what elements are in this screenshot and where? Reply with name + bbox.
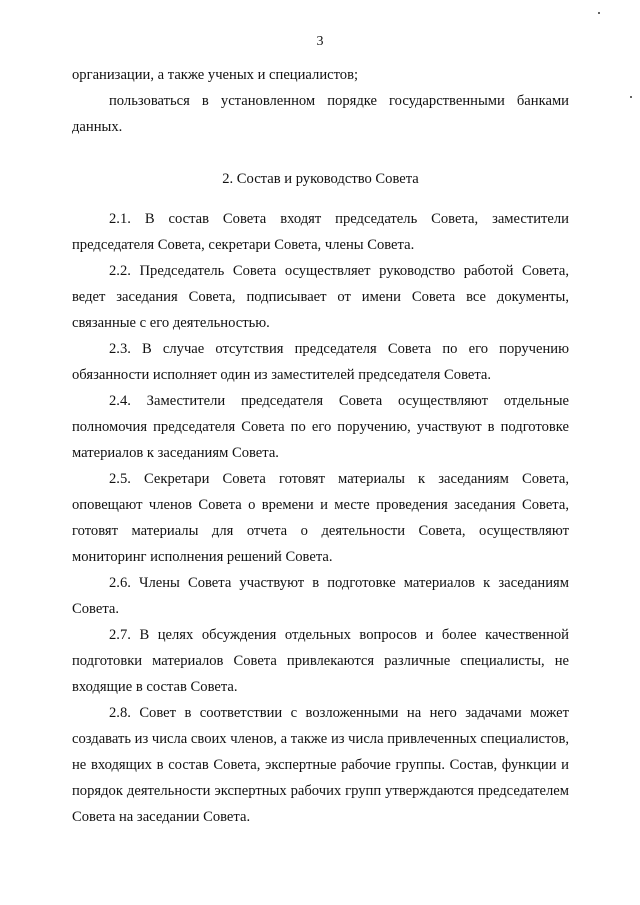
clause-2-4: 2.4. Заместители председателя Совета осуществляют отдельные полномочия председателя Совета по его поручению, участвуют в подготовке материалов к заседаниям Совета. bbox=[72, 393, 569, 461]
clause-2-2: 2.2. Председатель Совета осуществляет руководство работой Совета, ведет заседания Совета, подписывает от имени Совета все документы, связанные с его деятельностью. bbox=[72, 263, 569, 331]
clause-2-1: 2.1. В состав Совета входят председатель Совета, заместители председателя Совета, секретари Совета, члены Совета. bbox=[72, 211, 569, 253]
paragraph: пользоваться в установленном порядке государственными банками данных. bbox=[72, 93, 569, 135]
document-body bbox=[72, 62, 569, 830]
paragraph: организации, а также ученых и специалистов; bbox=[72, 67, 359, 83]
clause-2-7: 2.7. В целях обсуждения отдельных вопросов и более качественной подготовки материалов Совета привлекаются различные специалисты, не входящие в состав Совета. bbox=[72, 627, 569, 695]
clause-2-5: 2.5. Секретари Совета готовят материалы к заседаниям Совета, оповещают членов Совета о времени и месте проведения заседания Совета, готовят материалы для отчета о деятельности Совета, осуществляют мониторинг исполнения решений Совета. bbox=[72, 471, 569, 565]
scan-speck bbox=[630, 96, 632, 98]
section-heading: 2. Состав и руководство Совета bbox=[222, 171, 419, 187]
clause-2-6: 2.6. Члены Совета участвуют в подготовке материалов к заседаниям Совета. bbox=[72, 575, 569, 617]
clause-2-8: 2.8. Совет в соответствии с возложенными на него задачами может создавать из числа своих членов, а также из числа привлеченных специалистов, не входящих в состав Совета, экспертные рабочие группы. Состав, функции и порядок деятельности экспертных рабочих групп утверждаются председателем Совета на заседании Совета. bbox=[72, 705, 569, 825]
page-number: 3 bbox=[316, 34, 324, 49]
clause-2-3: 2.3. В случае отсутствия председателя Совета по его поручению обязанности исполняет один из заместителей председателя Совета. bbox=[72, 341, 569, 383]
scan-speck bbox=[598, 12, 600, 14]
